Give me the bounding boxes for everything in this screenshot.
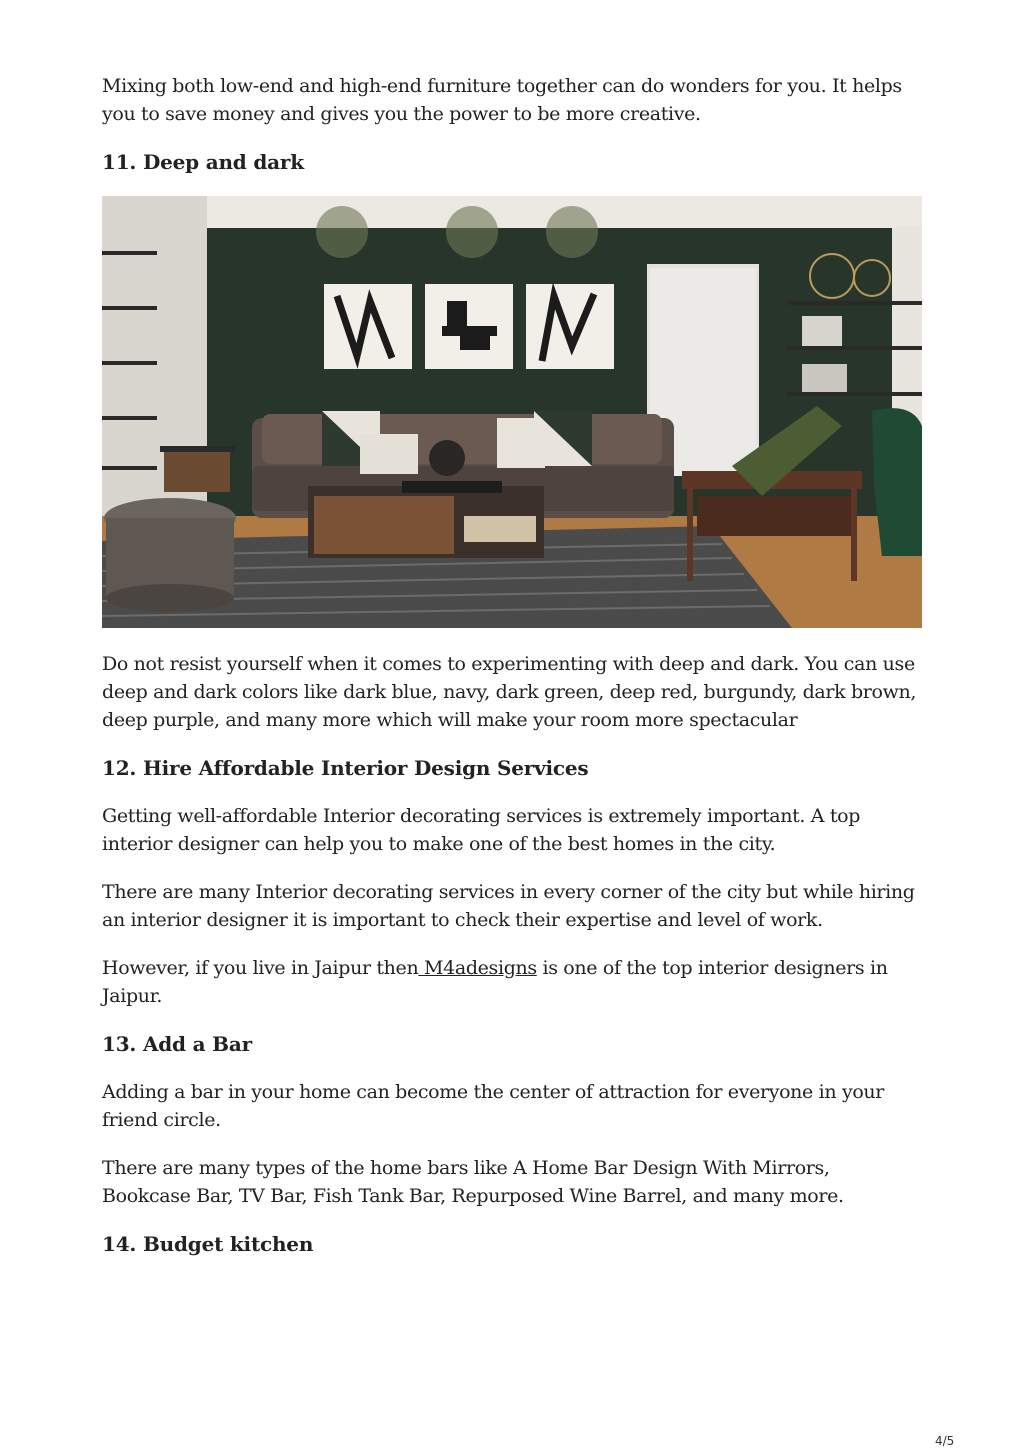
section-14-heading: 14. Budget kitchen — [102, 1232, 314, 1256]
section-13-heading: 13. Add a Bar — [102, 1032, 252, 1056]
section-12-paragraph-3-text-after: is one of the top interior designers in Jaipur. — [102, 957, 888, 1007]
section-12-paragraph-3-text-before: However, if you live in Jaipur then — [102, 957, 419, 979]
living-room-photo — [102, 196, 922, 628]
section-13-paragraph-2: There are many types of the home bars like A Home Bar Design With Mirrors, Bookcase Bar, TV Bar, Fish Tank Bar, Repurposed Wine Barrel, and many more. — [102, 1157, 844, 1207]
section-12-paragraph-2: There are many Interior decorating services in every corner of the city but while hiring an interior designer it is important to check their expertise and level of work. — [102, 881, 915, 931]
m4adesigns-link[interactable]: M4adesigns — [418, 957, 537, 979]
section-11-heading: 11. Deep and dark — [102, 150, 304, 174]
page-number: 4/5 — [935, 1434, 955, 1448]
section-12-heading: 12. Hire Affordable Interior Design Services — [102, 756, 589, 780]
section-11-paragraph: Do not resist yourself when it comes to experimenting with deep and dark. You can use deep and dark colors like dark blue, navy, dark green, deep red, burgundy, dark brown, deep purple, and many more which will make your room more spectacular — [102, 653, 917, 731]
section-12-paragraph-1: Getting well-affordable Interior decorating services is extremely important. A top interior designer can help you to make one of the best homes in the city. — [102, 805, 861, 855]
section-13-paragraph-1: Adding a bar in your home can become the center of attraction for everyone in your friend circle. — [102, 1081, 885, 1131]
document-page — [102, 72, 922, 1278]
intro-paragraph: Mixing both low-end and high-end furniture together can do wonders for you. It helps you to save money and gives you the power to be more creative. — [102, 75, 902, 125]
section-12-paragraph-3 — [102, 954, 922, 1010]
